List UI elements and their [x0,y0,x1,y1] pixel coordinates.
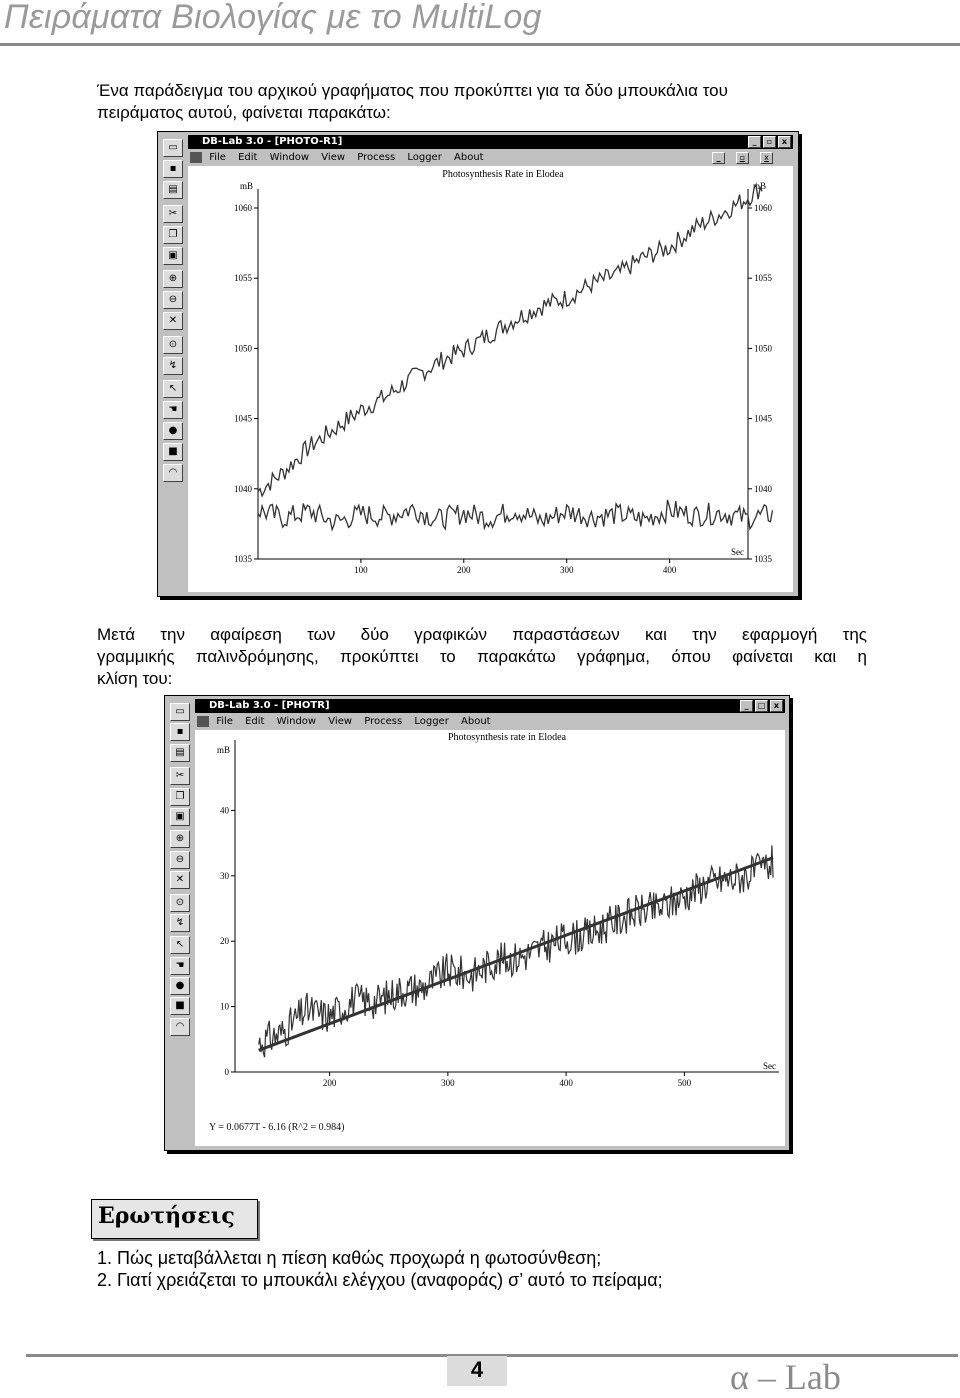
cursor-icon: ↖ [175,939,185,950]
delete-cursor-button[interactable] [163,357,183,375]
record-button[interactable] [163,422,183,440]
menu-about[interactable]: About [454,152,484,163]
paste-button[interactable] [170,808,190,826]
meter-icon: ◠ [175,1021,185,1032]
new-button[interactable] [170,703,190,721]
zoom-out-icon: ⊖ [175,854,185,865]
x-label: Sec [731,547,744,557]
tools-icon: ✕ [175,874,185,885]
middle-line-1: Μετά την αφαίρεση των δύο γραφικών παραστάσεων και την εφαρμογή της [97,625,867,644]
x-tick-label: 300 [559,565,574,575]
x-tick-label: 300 [441,1078,455,1088]
y-tick-label-right: 1040 [754,483,772,494]
y-label-right: mB [753,181,767,191]
magnify-icon: ⊙ [175,897,185,908]
stop-icon: ■ [175,1000,185,1011]
cursor-button[interactable] [163,380,183,398]
intro-line-1: Ένα παράδειγμα του αρχικού γραφήματος που προκύπτει για τα δύο μπουκάλια του [97,81,728,100]
minimize-button[interactable]: _ [740,700,753,712]
cut-button[interactable] [170,767,190,785]
magnify-icon: ⊙ [168,339,178,350]
cut-icon: ✂ [168,208,178,219]
menubar-2 [195,714,785,729]
document-title: Πειράματα Βιολογίας με το MultiLog [4,0,542,36]
meter-button[interactable] [163,464,183,482]
tools-button[interactable] [170,871,190,889]
zoom-in-button[interactable] [163,270,183,288]
x-tick-label: 100 [354,565,368,575]
cut-icon: ✂ [175,770,185,781]
hand-button[interactable] [170,957,190,975]
print-button[interactable] [170,744,190,762]
page-number-box [447,1356,507,1386]
side-toolbar-1 [162,136,184,592]
cut-button[interactable] [163,205,183,223]
header-rule [0,43,960,46]
copy-icon: ❐ [175,791,185,802]
doc-minimize-button[interactable]: _ [712,152,725,164]
delete-cursor-button[interactable] [170,914,190,932]
menu-about[interactable]: About [461,716,491,727]
chart-1-title: Photosynthesis Rate in Elodea [442,169,564,180]
menu-window[interactable]: Window [276,716,317,727]
zoom-out-icon: ⊖ [168,294,178,305]
dblab-window-2 [164,695,790,1151]
intro-line-2: πειράματος αυτού, φαίνεται παρακάτω: [97,103,391,122]
y-tick-label: 40 [220,805,229,816]
copy-button[interactable] [170,788,190,806]
stop-button[interactable] [163,443,183,461]
middle-line-3: κλίση του: [97,669,173,688]
window-titlebar-1[interactable] [188,135,793,149]
save-icon: ▪ [176,726,184,737]
menu-file[interactable]: File [209,152,226,163]
questions-heading: Ερωτήσεις [98,1203,235,1229]
x-tick-label: 500 [677,1078,692,1088]
y-tick-label-right: 1045 [754,413,772,424]
menu-process[interactable]: Process [357,152,396,163]
magnify-button[interactable] [163,336,183,354]
paste-button[interactable] [163,247,183,265]
save-icon: ▪ [169,163,177,174]
y-tick-label: 30 [220,870,229,881]
y-tick-label-right: 1035 [754,554,772,564]
menu-window[interactable]: Window [269,152,310,163]
stop-icon: ■ [168,446,178,457]
chart-2-title: Photosynthesis rate in Elodea [447,732,567,743]
print-button[interactable] [163,181,183,199]
menubar-1 [188,150,793,165]
plot-area-2 [195,730,785,1146]
y-tick-label-left: 1060 [234,203,252,213]
menu-edit[interactable]: Edit [238,152,258,163]
zoom-in-icon: ⊕ [175,833,185,844]
menu-logger[interactable]: Logger [407,152,442,163]
paste-icon: ▣ [175,811,185,822]
cursor-icon: ↖ [168,383,178,394]
app-menu-icon[interactable] [190,152,202,163]
menu-file[interactable]: File [216,716,233,727]
page-header [0,0,960,48]
new-button[interactable] [163,139,183,157]
series-control-line [258,500,773,530]
menu-process[interactable]: Process [364,716,403,727]
middle-paragraph [97,624,867,690]
y-tick-label-left: 1035 [234,554,252,564]
menu-edit[interactable]: Edit [245,716,265,727]
hand-icon: ☚ [175,960,185,971]
series-photosynthesis-line [258,185,762,497]
zoom-out-button[interactable] [170,851,190,869]
y-tick-label-left: 1055 [234,273,252,284]
hand-button[interactable] [163,401,183,419]
y-tick-label-right: 1055 [754,273,772,284]
menu-view[interactable]: View [328,716,353,727]
print-icon: ▤ [168,184,178,195]
y-tick-label: 20 [220,936,229,947]
y-tick-label-left: 1045 [234,413,252,424]
side-toolbar-2 [169,700,191,1146]
y-tick-label: 0 [224,1067,229,1077]
intro-paragraph [97,80,867,124]
page-number: 4 [470,1357,484,1382]
middle-line-2: γραμμικής παλινδρόμησης, προκύπτει το παρακάτω γράφημα, όπου φαίνεται και η [97,647,867,666]
window-titlebar-2[interactable] [195,699,785,713]
magnify-button[interactable] [170,894,190,912]
print-icon: ▤ [175,747,185,758]
x-tick-label: 200 [322,1078,337,1088]
meter-button[interactable] [170,1018,190,1036]
plot-area-1 [188,166,793,592]
record-icon: ● [168,425,178,436]
close-button[interactable]: x [778,136,791,148]
save-button[interactable] [163,160,183,178]
question-1: 1. Πώς μεταβάλλεται η πίεση καθώς προχωρά η φωτοσύνθεση; [97,1248,602,1268]
paste-icon: ▣ [168,250,178,261]
zoom-out-button[interactable] [163,291,183,309]
restore-button[interactable]: ▫ [763,136,776,148]
y-tick-label-left: 1050 [234,343,252,354]
record-button[interactable] [170,977,190,995]
y-label-left: mB [240,181,254,191]
app-menu-icon[interactable] [197,716,209,727]
maximize-button[interactable]: □ [755,700,768,712]
y-tick-label-right: 1050 [754,343,772,354]
dblab-window-1 [157,131,799,597]
chart-2 [195,730,785,1146]
new-icon: ▭ [175,706,185,717]
x-tick-label: 200 [457,565,471,575]
x-tick-label: 400 [662,565,677,575]
window-controls-1 [746,135,791,149]
question-2: 2. Γιατί χρειάζεται το μπουκάλι ελέγχου (αναφοράς) σ’ αυτό το πείραμα; [97,1270,663,1290]
y-tick-label-left: 1040 [234,483,252,494]
new-icon: ▭ [168,142,178,153]
menu-logger[interactable]: Logger [414,716,449,727]
window-title-1: DB-Lab 3.0 - [PHOTO-R1] [202,136,343,147]
record-icon: ● [175,980,185,991]
delete-cursor-icon: ↯ [168,360,178,371]
footer-brand: α – Lab [730,1357,841,1397]
doc-close-button[interactable]: x [760,152,773,164]
x-label: Sec [763,1061,776,1071]
copy-icon: ❐ [168,229,178,240]
y-label: mB [217,745,231,755]
copy-button[interactable] [163,226,183,244]
cursor-button[interactable] [170,936,190,954]
y-tick-label-right: 1060 [754,203,772,213]
questions-heading-box [91,1199,258,1239]
delete-cursor-icon: ↯ [175,917,185,928]
regression-line [259,858,773,1051]
tools-button[interactable] [163,312,183,330]
hand-icon: ☚ [168,404,178,415]
window-controls-2 [738,699,783,713]
meter-icon: ◠ [168,467,178,478]
regression-equation: Y = 0.0677T - 6.16 (R^2 = 0.984) [209,1122,345,1133]
menu-view[interactable]: View [321,152,346,163]
doc-controls-1 [710,151,782,165]
close-button[interactable]: x [770,700,783,712]
stop-button[interactable] [170,997,190,1015]
series-difference-line [259,845,773,1057]
chart-1 [188,166,793,592]
minimize-button[interactable]: _ [748,136,761,148]
zoom-in-button[interactable] [170,830,190,848]
save-button[interactable] [170,723,190,741]
x-tick-label: 400 [559,1078,573,1088]
tools-icon: ✕ [168,315,178,326]
window-title-2: DB-Lab 3.0 - [PHOTR] [209,700,330,711]
y-tick-label: 10 [220,1001,229,1012]
zoom-in-icon: ⊕ [168,273,178,284]
doc-restore-button[interactable]: ▫ [736,152,749,164]
